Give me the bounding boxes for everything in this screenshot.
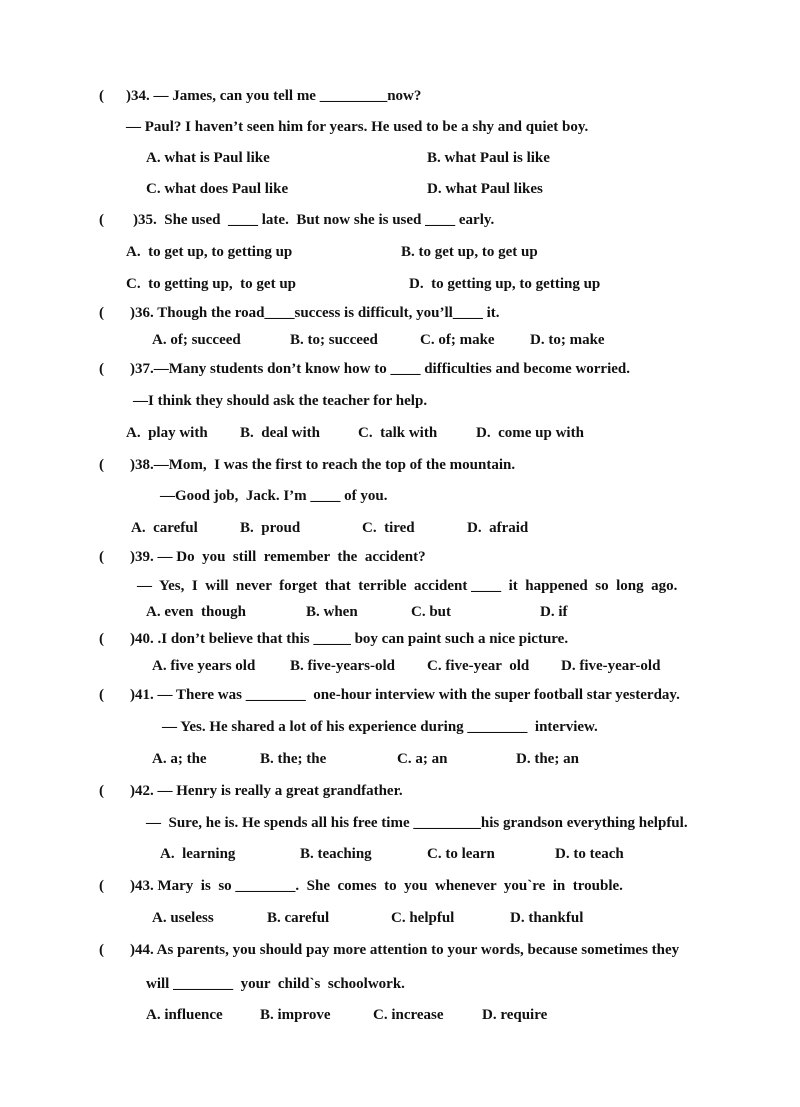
question-41-option-a: A. a; the (152, 751, 207, 767)
question-42-stem: )42. — Henry is really a great grandfather. (130, 783, 403, 799)
question-39-option-b: B. when (306, 604, 358, 620)
question-41-option-c: C. a; an (397, 751, 448, 767)
question-44-option-c: C. increase (373, 1007, 444, 1023)
question-43-option-b: B. careful (267, 910, 330, 926)
answer-paren: ( (99, 687, 104, 703)
question-38-option-b: B. proud (240, 520, 301, 536)
question-37-line2: —I think they should ask the teacher for help. (133, 393, 428, 409)
question-38-option-a: A. careful (131, 520, 198, 536)
question-40-option-c: C. five-year old (427, 658, 530, 674)
question-44-stem: )44. As parents, you should pay more attention to your words, because sometimes they (130, 942, 680, 958)
question-37-option-b: B. deal with (240, 425, 321, 441)
question-35-option-c: C. to getting up, to get up (126, 276, 297, 292)
question-37-stem: )37.—Many students don’t know how to ____ difficulties and become worried. (130, 361, 631, 377)
question-41-line2: — Yes. He shared a lot of his experience during ________ interview. (162, 719, 598, 735)
question-42-option-c: C. to learn (427, 846, 495, 862)
question-39-option-d: D. if (540, 604, 568, 620)
question-39-line2: — Yes, I will never forget that terrible accident ____ it happened so long ago. (137, 578, 678, 594)
question-41-stem: )41. — There was ________ one-hour interview with the super football star yesterday. (130, 687, 680, 703)
question-43-stem: )43. Mary is so ________. She comes to you whenever you`re in trouble. (130, 878, 623, 894)
question-35-option-b: B. to get up, to get up (401, 244, 538, 260)
question-34-line2: — Paul? I haven’t seen him for years. He used to be a shy and quiet boy. (126, 119, 589, 135)
question-39-option-a: A. even though (146, 604, 247, 620)
question-42-option-b: B. teaching (300, 846, 372, 862)
question-41-option-b: B. the; the (260, 751, 327, 767)
question-36-stem: )36. Though the road____success is difficult, you’ll____ it. (130, 305, 500, 321)
question-39-stem: )39. — Do you still remember the accident? (130, 549, 426, 565)
question-43-option-d: D. thankful (510, 910, 584, 926)
answer-paren: ( (99, 878, 104, 894)
answer-paren: ( (99, 212, 104, 228)
question-34-option-b: B. what Paul is like (427, 150, 550, 166)
question-37-option-d: D. come up with (476, 425, 584, 441)
answer-paren: ( (99, 361, 104, 377)
answer-paren: ( (99, 942, 104, 958)
answer-paren: ( (99, 305, 104, 321)
answer-paren: ( (99, 631, 104, 647)
answer-paren: ( (99, 549, 104, 565)
question-40-option-a: A. five years old (152, 658, 256, 674)
question-43-option-c: C. helpful (391, 910, 455, 926)
question-44-option-d: D. require (482, 1007, 548, 1023)
question-36-option-a: A. of; succeed (152, 332, 241, 348)
question-37-option-a: A. play with (126, 425, 208, 441)
question-43-option-a: A. useless (152, 910, 214, 926)
question-39-option-c: C. but (411, 604, 452, 620)
question-38-option-c: C. tired (362, 520, 415, 536)
question-42-option-d: D. to teach (555, 846, 624, 862)
question-42-option-a: A. learning (160, 846, 236, 862)
answer-paren: ( (99, 783, 104, 799)
question-34-option-c: C. what does Paul like (146, 181, 289, 197)
question-40-option-b: B. five-years-old (290, 658, 395, 674)
question-37-option-c: C. talk with (358, 425, 438, 441)
question-34-option-a: A. what is Paul like (146, 150, 270, 166)
question-36-option-c: C. of; make (420, 332, 495, 348)
question-34-option-d: D. what Paul likes (427, 181, 543, 197)
question-35-option-a: A. to get up, to getting up (126, 244, 293, 260)
answer-paren: ( (99, 457, 104, 473)
question-40-stem: )40. .I don’t believe that this _____ boy can paint such a nice picture. (130, 631, 569, 647)
question-36-option-d: D. to; make (530, 332, 605, 348)
question-34-stem: )34. — James, can you tell me _________now? (126, 88, 422, 104)
question-35-stem: )35. She used ____ late. But now she is used ____ early. (133, 212, 495, 228)
question-38-option-d: D. afraid (467, 520, 529, 536)
question-38-line2: —Good job, Jack. I’m ____ of you. (160, 488, 388, 504)
answer-paren: ( (99, 88, 104, 104)
question-36-option-b: B. to; succeed (290, 332, 378, 348)
question-44-line2: will ________ your child`s schoolwork. (146, 976, 405, 992)
question-38-stem: )38.—Mom, I was the first to reach the top of the mountain. (130, 457, 516, 473)
question-40-option-d: D. five-year-old (561, 658, 661, 674)
question-44-option-b: B. improve (260, 1007, 331, 1023)
question-44-option-a: A. influence (146, 1007, 223, 1023)
question-41-option-d: D. the; an (516, 751, 579, 767)
question-42-line2: — Sure, he is. He spends all his free time _________his grandson everything helpful. (146, 815, 688, 831)
question-35-option-d: D. to getting up, to getting up (409, 276, 601, 292)
